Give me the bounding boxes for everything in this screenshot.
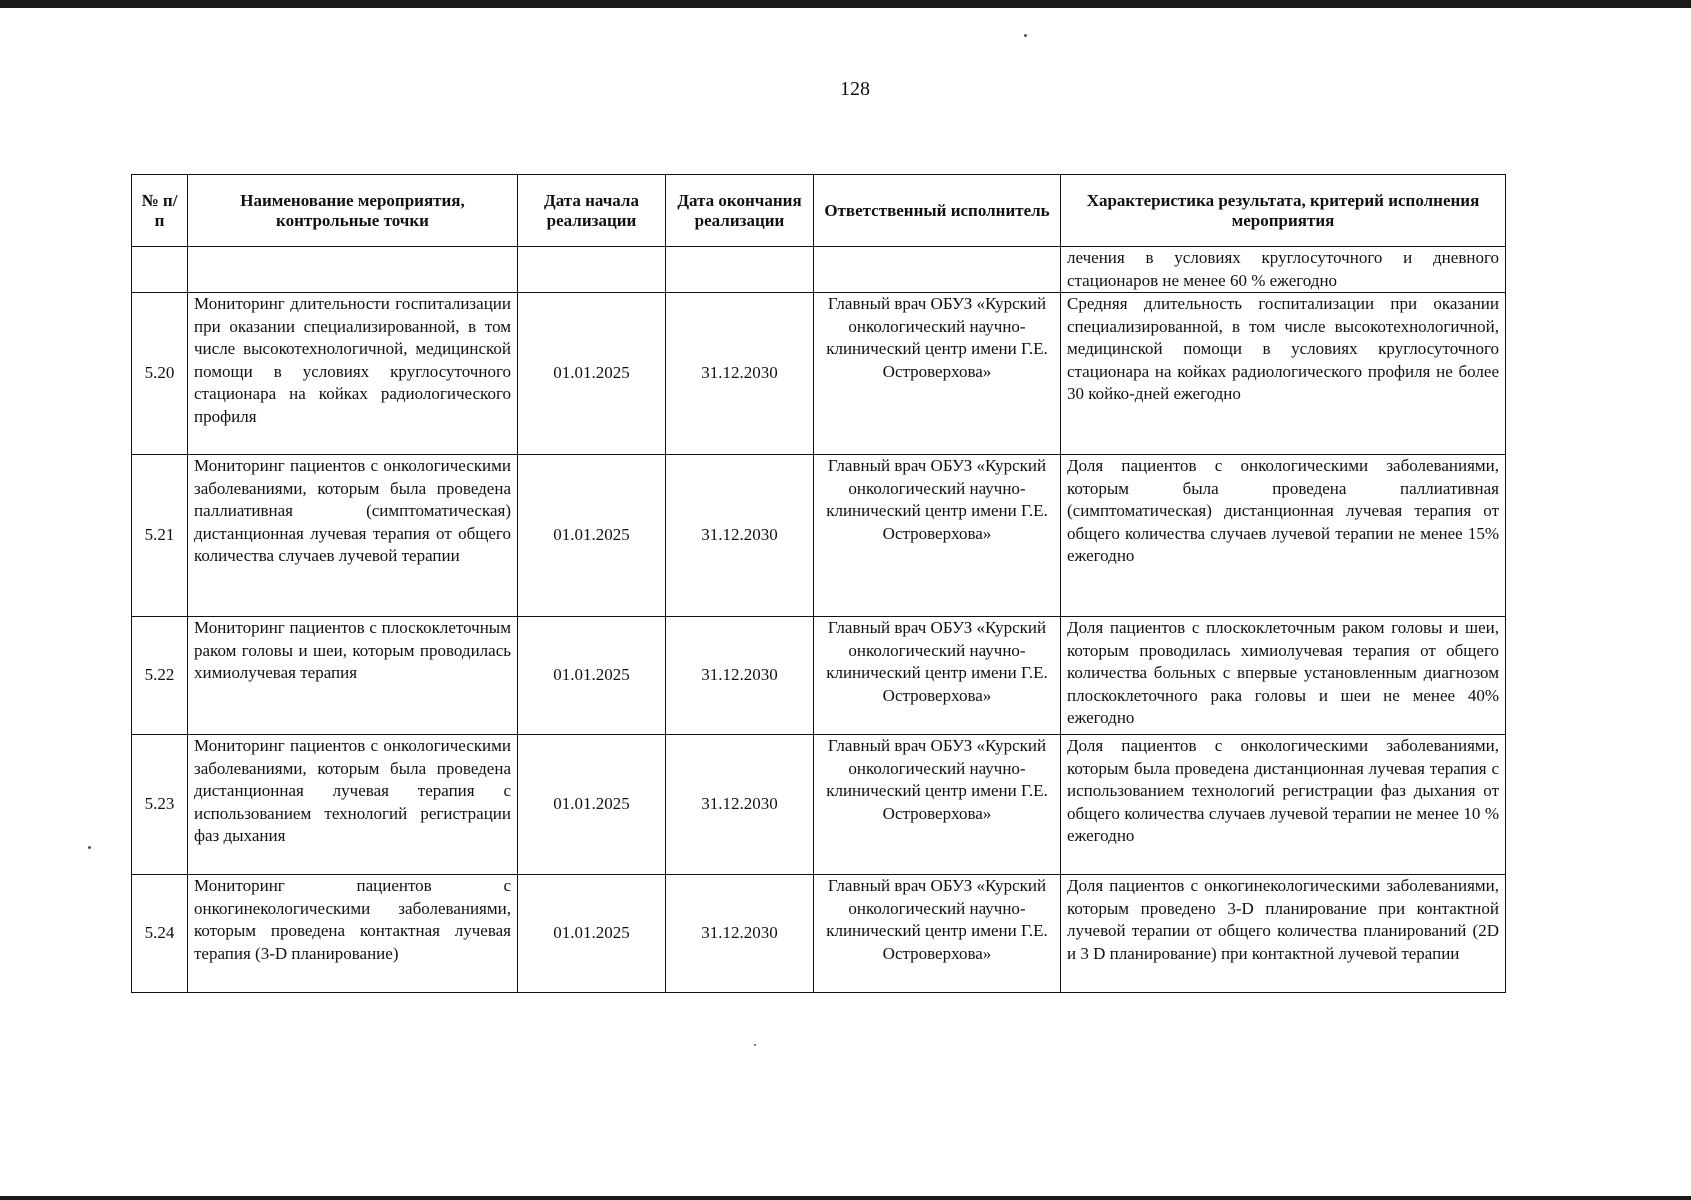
cell-name: Мониторинг длительности госпитализации при оказании специализированной, в том числе высокотехнологичной, медицинской помощи в условиях круглосуточного стационара на койках радиологического профиля	[188, 293, 518, 455]
cell-result: Доля пациентов с онкологическими заболеваниями, которым была проведена паллиативная (симптоматическая) дистанционная лучевая терапия от общего количества случаев лучевой терапии не менее 15% ежегодно	[1061, 455, 1506, 617]
cell-responsible: Главный врач ОБУЗ «Курский онкологический научно-клинический центр имени Г.Е. Островерхова»	[814, 617, 1061, 735]
scan-speck	[754, 1044, 756, 1046]
scan-speck	[1024, 34, 1027, 37]
cell-result: Доля пациентов с плоскоклеточным раком головы и шеи, которым проводилась химиолучевая терапия от общего количества больных с впервые установленным диагнозом плоскоклеточного рака головы и шеи не менее 40% ежегодно	[1061, 617, 1506, 735]
scan-edge-top	[0, 0, 1691, 8]
cell-num: 5.23	[132, 735, 188, 875]
cell-num: 5.21	[132, 455, 188, 617]
cell-name	[188, 247, 518, 293]
table-row	[132, 293, 1506, 455]
cell-num: 5.20	[132, 293, 188, 455]
page-number: 128	[840, 78, 870, 100]
cell-end-date: 31.12.2030	[666, 617, 814, 735]
cell-num	[132, 247, 188, 293]
header-start-date: Дата начала реализации	[518, 175, 666, 247]
cell-result: Доля пациентов с онкологическими заболеваниями, которым была проведена дистанционная лучевая терапия с использованием технологий регистрации фаз дыхания от общего количества случаев лучевой терапии не менее 10 % ежегодно	[1061, 735, 1506, 875]
cell-result: Средняя длительность госпитализации при оказании специализированной, в том числе высокотехнологичной, медицинской помощи в условиях круглосуточного стационара на койках радиологического профиля не более 30 койко-дней ежегодно	[1061, 293, 1506, 455]
cell-responsible: Главный врач ОБУЗ «Курский онкологический научно-клинический центр имени Г.Е. Островерхова»	[814, 455, 1061, 617]
cell-start-date: 01.01.2025	[518, 455, 666, 617]
cell-end-date	[666, 247, 814, 293]
cell-responsible	[814, 247, 1061, 293]
scan-edge-bottom	[0, 1196, 1691, 1200]
table-row	[132, 735, 1506, 875]
cell-name: Мониторинг пациентов с плоскоклеточным раком головы и шеи, которым проводилась химиолучевая терапия	[188, 617, 518, 735]
cell-start-date: 01.01.2025	[518, 617, 666, 735]
cell-start-date: 01.01.2025	[518, 293, 666, 455]
header-result: Характеристика результата, критерий исполнения мероприятия	[1061, 175, 1506, 247]
cell-num: 5.24	[132, 875, 188, 993]
table-row-continuation	[132, 247, 1506, 293]
cell-end-date: 31.12.2030	[666, 293, 814, 455]
cell-end-date: 31.12.2030	[666, 875, 814, 993]
cell-start-date: 01.01.2025	[518, 735, 666, 875]
cell-responsible: Главный врач ОБУЗ «Курский онкологический научно-клинический центр имени Г.Е. Островерхова»	[814, 875, 1061, 993]
table-row	[132, 617, 1506, 735]
scan-speck	[88, 846, 91, 849]
cell-start-date	[518, 247, 666, 293]
cell-name: Мониторинг пациентов с онкологическими заболеваниями, которым была проведена паллиативная (симптоматическая) дистанционная лучевая терапия от общего количества случаев лучевой терапии	[188, 455, 518, 617]
cell-result: лечения в условиях круглосуточного и дневного стационаров не менее 60 % ежегодно	[1061, 247, 1506, 293]
cell-start-date: 01.01.2025	[518, 875, 666, 993]
header-num: № п/п	[132, 175, 188, 247]
table-row	[132, 875, 1506, 993]
cell-responsible: Главный врач ОБУЗ «Курский онкологический научно-клинический центр имени Г.Е. Островерхова»	[814, 293, 1061, 455]
cell-end-date: 31.12.2030	[666, 455, 814, 617]
table-row	[132, 455, 1506, 617]
cell-name: Мониторинг пациентов с онкологическими заболеваниями, которым была проведена дистанционная лучевая терапия с использованием технологий регистрации фаз дыхания	[188, 735, 518, 875]
measures-table	[131, 174, 1506, 993]
cell-responsible: Главный врач ОБУЗ «Курский онкологический научно-клинический центр имени Г.Е. Островерхова»	[814, 735, 1061, 875]
table-header-row	[132, 175, 1506, 247]
cell-result: Доля пациентов с онкогинекологическими заболеваниями, которым проведено 3-D планирование при контактной лучевой терапии от общего количества планирований (2D и 3 D планирование) при контактной лучевой терапии	[1061, 875, 1506, 993]
header-responsible: Ответственный исполнитель	[814, 175, 1061, 247]
header-end-date: Дата окончания реализации	[666, 175, 814, 247]
cell-name: Мониторинг пациентов с онкогинекологическими заболеваниями, которым проведена контактная лучевая терапия (3-D планирование)	[188, 875, 518, 993]
cell-end-date: 31.12.2030	[666, 735, 814, 875]
header-name: Наименование мероприятия, контрольные точки	[188, 175, 518, 247]
cell-num: 5.22	[132, 617, 188, 735]
